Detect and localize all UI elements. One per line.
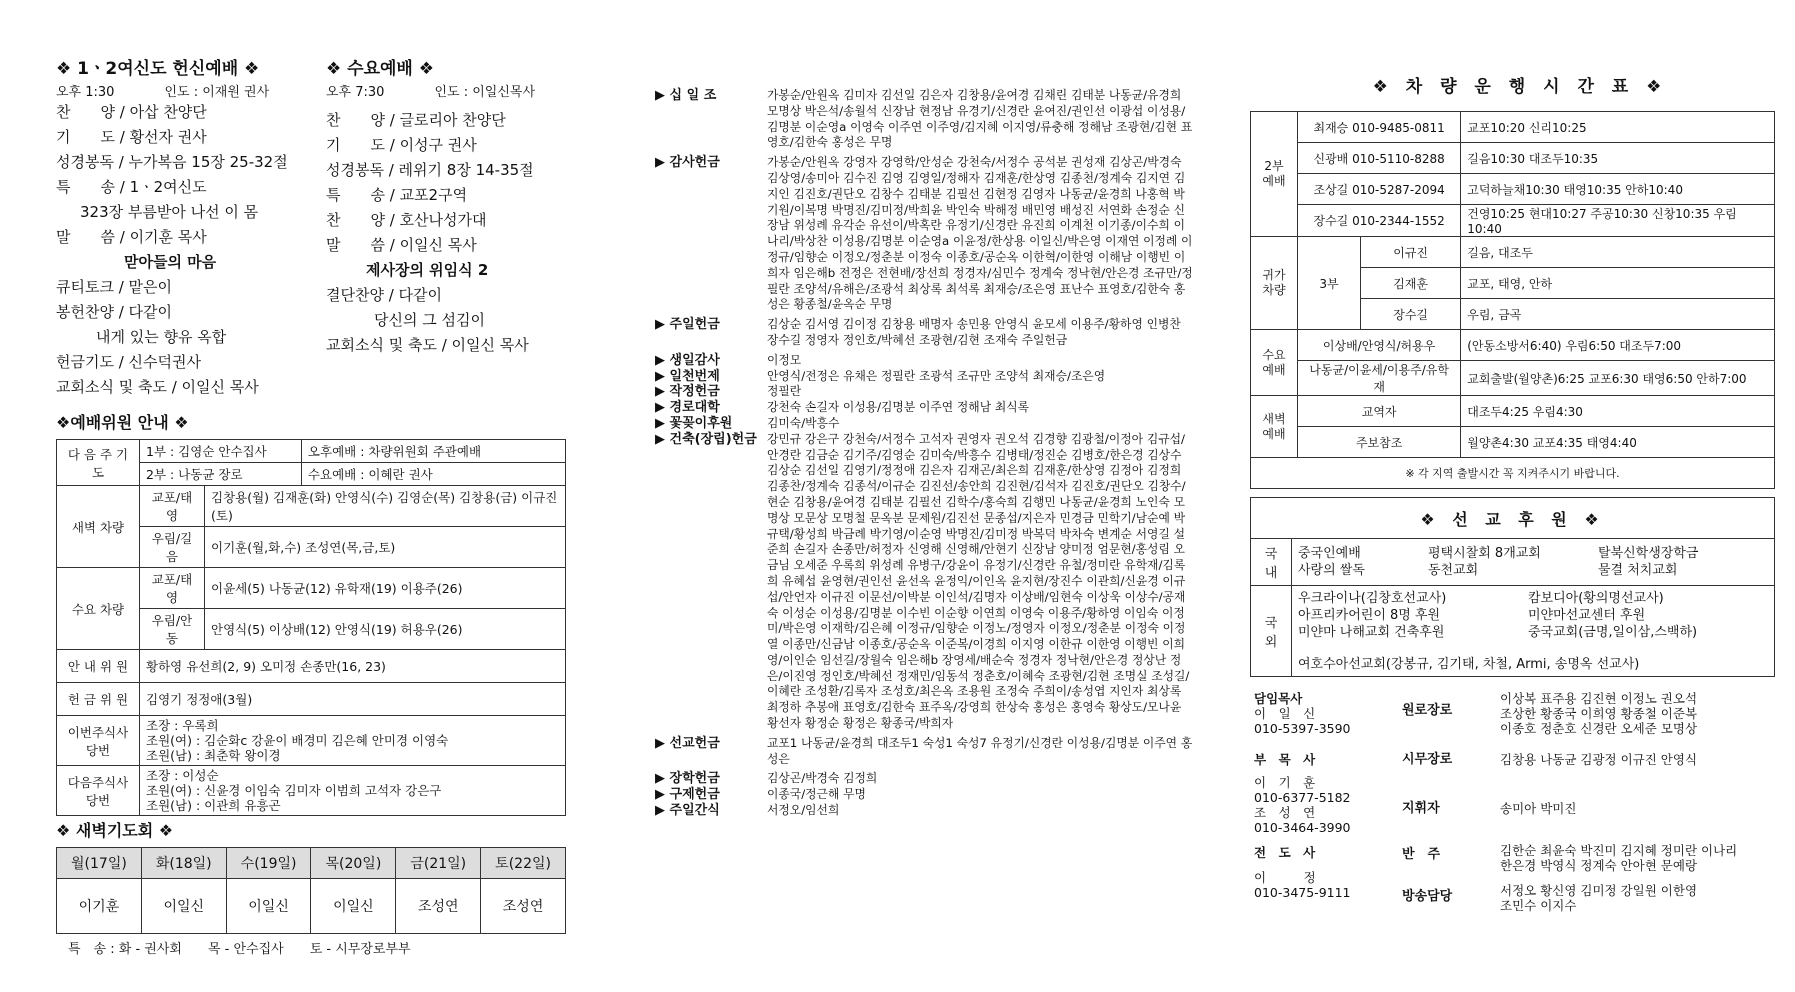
mission-item: 중국인예배 [1298, 546, 1361, 561]
staff-table [1250, 689, 1775, 915]
car-route: 건영10:25 현대10:27 주공10:30 신창10:35 우림10:40 [1461, 205, 1775, 237]
car-driver: 신광배 010-5110-8288 [1298, 143, 1461, 174]
worship-b-item: 기 도 / 이성구 권사 [326, 136, 477, 154]
car-title: ❖ 차 량 운 행 시 간 표 ❖ [1372, 77, 1668, 97]
dawn-leader: 조성연 [396, 879, 481, 934]
staff-name: 조 성 연 [1254, 805, 1316, 820]
offering-row [655, 400, 1195, 416]
ushers-title: ❖예배위원 안내 ❖ [56, 413, 189, 432]
dawn-day: 토(22일) [481, 848, 566, 879]
ushers-cell: 오후예배 : 차량위원회 주관예배 [301, 440, 565, 463]
ushers-cell: 조장 : 이성순 조원(여) : 신윤경 이임숙 김미자 이범희 고석자 강은구 조원(남) : 이관희 유흥곤 [140, 766, 566, 816]
dawn-special: 특 송 : 화 - 권사회 목 - 안수집사 토 - 시무장로부부 [68, 942, 411, 957]
mission-item: 캄보디아(황의명선교사) [1528, 591, 1664, 606]
worship-b-item: 찬 양 / 글로리아 찬양단 [326, 111, 506, 129]
mission-item: 중국교회(금명,일이삼,스백하) [1528, 625, 1698, 640]
dawn-leader: 이기훈 [57, 879, 142, 934]
car-group: 새벽 예배 [1251, 396, 1298, 458]
car-driver: 김재훈 [1361, 268, 1461, 299]
offering-row [655, 353, 1195, 369]
offering-row [655, 771, 1195, 787]
offering-type: ▶ 십 일 조 [655, 88, 717, 103]
car-route: 월양촌4:30 교포4:35 태영4:40 [1461, 427, 1775, 458]
offering-type: ▶ 장학헌금 [655, 771, 720, 787]
car-route: 교포, 태영, 안하 [1461, 268, 1775, 299]
offering-names: 가봉순/안원옥 김미자 김선일 김은자 김창용/윤여경 김채린 김태분 나동균/유경희 모명상 박은석/송월석 신장남 현정남 유경기/신경란 윤여진/권인선 이광섭 이성용/김명분 이순영a 이영숙 이주연 이주영/김지혜 이지영/류충해 정해남 조광현/김현 표영호/김한숙 홍성은 무명 [767, 88, 1193, 150]
ushers-sub: 우림/길음 [140, 527, 205, 568]
column-offerings [655, 88, 1195, 819]
ushers-label: 안 내 위 원 [57, 650, 140, 683]
staff-role: 전 도 사 [1254, 845, 1316, 860]
sermon-title: 제사장의 위임식 2 [366, 261, 489, 279]
offering-names: 이정모 [767, 352, 802, 367]
offering-names: 정필란 [767, 384, 802, 399]
ushers-cell: 조장 : 우록희 조원(여) : 김순화c 강윤이 배경미 김은혜 안미경 이영숙 조원(남) : 최춘학 왕이경 [140, 716, 566, 766]
offering-list [655, 88, 1195, 819]
worship-a-time: 오후 1:30 [56, 85, 115, 100]
mission-table [1250, 497, 1775, 677]
staff-list: 김창용 나동균 김광정 이규진 안영식 [1500, 752, 1698, 767]
ushers-label: 새벽 차량 [57, 486, 140, 568]
offering-names: 가봉순/안원옥 강영자 강영학/안성순 강천숙/서정수 공석분 권성재 김상곤/박경숙 김상영/송미아 김수진 김영 김영일/정해자 김재훈/한상영 김종천/정계숙 김지연 김지인 김진호/권단오 김창수 김태분 김필선 김현정 김영자 나동균/윤경희 나홍혁 박기원/이복명 박명진/김미정/박희윤 박인숙 박해정 배민영 배성진 서연화 손정순 신장남 위성례 유각순 유선이/박혹란 유정기/신경란 유진희 이계천 이기종/이수희 이나리/박상찬 이성용/김명분 이순영a 이윤정/한상용 이일신/박은영 이재연 이정례 이정규/임향순 이정오/정춘분 이정숙 이종호/공순옥 이한혁/이한영 이해남 이행빈 이희자 임은해b 전정은 전현배/장선희 정경자/심민수 정계숙 정낙현/안은경 조규만/정필란 조양석/유해은/조광석 최상록 최석록 최재승/조은영 표난수 표영호/김한숙 홍성은 황종철/윤옥순 무명 [767, 155, 1193, 312]
ushers-sub: 우림/안동 [140, 609, 205, 650]
offering-type: ▶ 감사헌금 [655, 155, 720, 171]
offering-type: ▶ 작정헌금 [655, 384, 720, 400]
car-driver: 장수길 [1361, 299, 1461, 330]
worship-a-item: 봉헌찬양 / 다같이 [56, 303, 173, 321]
dawn-title: ❖ 새벽기도회 ❖ [56, 821, 174, 840]
offering-row [655, 384, 1195, 400]
staff-list: 송미아 박미진 [1500, 800, 1577, 816]
worship-b-time: 오후 7:30 [326, 85, 385, 100]
mission-item: 사랑의 쌀독 [1298, 563, 1365, 578]
ushers-cell: 이윤세(5) 나동균(12) 유학재(19) 이용주(26) [205, 568, 566, 609]
car-route: (안동소방서6:40) 우림6:50 대조두7:00 [1461, 330, 1775, 361]
car-driver: 나동균/이윤세/이용주/유학재 [1298, 361, 1461, 396]
car-note: ※ 각 지역 출발시간 꼭 지켜주시기 바랍니다. [1251, 458, 1775, 489]
offering-names: 서정오/임선희 [767, 803, 840, 818]
dawn-leader: 이일신 [141, 879, 226, 934]
staff-assoc [1250, 738, 1398, 837]
staff-list: 서정오 황신영 김미정 강일원 이한영 조민수 이지수 [1500, 883, 1698, 913]
car-group: 2부 예배 [1251, 112, 1298, 237]
mission-overseas-label: 국 외 [1251, 586, 1292, 677]
offering-type: ▶ 꽃꽂이후원 [655, 415, 733, 431]
staff-role: 방송담당 [1402, 889, 1453, 904]
offering-row [655, 803, 1195, 819]
offering-type: ▶ 생일감사 [655, 352, 720, 368]
staff-evan [1250, 837, 1398, 915]
dawn-section [56, 818, 571, 957]
ushers-table [56, 439, 566, 816]
ushers-cell: 1부 : 김영순 안수집사 [140, 440, 302, 463]
offering-names: 강민규 강은구 강천숙/서정수 고석자 권영자 권오석 김경향 김광철/이정아 김규섭/안경란 김금순 김기주/김영순 김미숙/박흥수 김병태/정진순 김병호/한은경 김상수 김상순 김선일 김영기/정정애 김은자 김재곤/최은희 김재훈/한상영 김정아 김정희 김종찬/정계숙 김종석/이규순 김진선/송안희 김진현/김석자 김진호/권단오 김창수/현순 김창용/윤여경 김태분 김필선 김학수/홍숙희 김행민 나동균/윤경희 노인숙 모명상 모문상 모명철 문옥분 문제원/김진선 문종섭/지은자 민경금 민학기/남순예 박규택/황성희 박금례 박기영/이순영 박명진/김미정 박복덕 박차숙 변계순 서영길 설준희 손길자 손종만/허정자 신영해 신영해/안현기 신장남 양미정 엄문현/홍성림 오금님 오세준 우록희 위성례 유병구/강윤이 유정기/신경란 유철/정미란 유학재/김록희 유혜섭 윤영현/권인선 윤선옥 윤정익/이인옥 윤지현/장진수 이관희/신윤경 이규섭/안언자 이규진 이문선/이박분 이인석/김명자 이상배/임현숙 이상욱 이상수/공재숙 이성순 이성용/김명분 이수빈 이순향 이연희 이영숙 이용주/황하영 이임숙 이정미/박은영 이재학/김은혜 이정규/임향순 이정노/정영자 이정오/정춘분 이정숙 이정열 이종만/신금남 이종호/공순옥 이준복/이경희 이지영 이한규 이한영 이행빈 이희영/이인순 임선길/장월숙 임은해b 장영세/배순숙 정경자 정낙현/안은경 정상난 정은/이진영 정인호/박혜선 정재민/임동석 정춘호/이혜숙 조광현/김현 조명실 조성길/이혜란 조성환/김록자 조성호/최은옥 조용원 조정숙 주희이/송성엽 지인자 최상록 최정하 추봉애 표영호/김한숙 표주옥/강영희 한상숙 홍성은 홍영숙 황상도/모나윤 황선자 황정순 황정은 황종국/박희자 [767, 431, 1190, 731]
worship-b-item: 당신의 그 섬김이 [374, 311, 485, 329]
staff-name: 이 일 신 [1254, 706, 1316, 721]
staff-list: 이상복 표주용 김진현 이정노 권오석 조상한 황종국 이희영 황종철 이준복 이종호 정춘호 신경란 오세준 모명상 [1500, 691, 1698, 736]
offering-row [655, 369, 1195, 385]
worship-a-item: 말 씀 / 이기훈 목사 [56, 228, 207, 246]
worship-a-title: ❖ 1ㆍ2여신도 헌신예배 ❖ [56, 59, 260, 79]
worship-b-item: 특 송 / 교포2구역 [326, 186, 468, 204]
dawn-table [56, 847, 566, 934]
car-driver: 조상길 010-5287-2094 [1298, 174, 1461, 205]
dawn-day: 화(18일) [141, 848, 226, 879]
ushers-cell: 김영기 정정애(3월) [140, 683, 566, 716]
worship-a-item: 기 도 / 황선자 권사 [56, 128, 207, 146]
column-info [1250, 0, 1790, 915]
car-route: 길음, 대조두 [1461, 237, 1775, 268]
staff-role: 반 주 [1402, 847, 1441, 862]
offering-names: 이종국/정근해 무명 [767, 787, 866, 802]
ushers-sub: 교포/태영 [140, 486, 205, 527]
staff-phone: 010-6377-5182 [1254, 790, 1351, 805]
ushers-cell: 안영식(5) 이상배(12) 안영식(19) 허용우(26) [205, 609, 566, 650]
staff-role: 시무장로 [1402, 752, 1453, 767]
ushers-label: 이번주식사당번 [57, 716, 140, 766]
offering-type: ▶ 경로대학 [655, 400, 720, 416]
dawn-day: 수(19일) [226, 848, 311, 879]
worship-b-item: 교회소식 및 축도 / 이일신 목사 [326, 336, 529, 354]
offering-names: 김미숙/박흥수 [767, 415, 840, 430]
car-driver: 이규진 [1361, 237, 1461, 268]
worship-b-item: 결단찬양 / 다같이 [326, 286, 443, 304]
offering-row [655, 787, 1195, 803]
mission-domestic [1292, 539, 1775, 586]
staff-role: 원로장로 [1402, 703, 1453, 718]
worship-b-title: ❖ 수요예배 ❖ [326, 59, 435, 79]
offering-type: ▶ 일천번제 [655, 368, 720, 384]
offering-names: 안영식/전정은 유채은 정필란 조광석 조규만 조양석 최재승/조은영 [767, 368, 1106, 383]
car-driver: 주보참조 [1298, 427, 1461, 458]
offering-names: 김상곤/박경숙 김정희 [767, 771, 878, 786]
car-driver: 이상배/안영식/허용우 [1298, 330, 1461, 361]
ushers-label: 다음주식사당번 [57, 766, 140, 816]
offering-row [655, 317, 1195, 349]
car-group: 수요 예배 [1251, 330, 1298, 396]
ushers-cell: 황하영 유선희(2, 9) 오미정 손종만(16, 23) [140, 650, 566, 683]
mission-item: 탈북신학생장학금 [1598, 546, 1699, 561]
ushers-label: 수요 차량 [57, 568, 140, 650]
worship-b-block [326, 54, 571, 358]
staff-phone: 010-5397-3590 [1254, 721, 1351, 736]
offering-type: ▶ 주일간식 [655, 803, 720, 819]
staff-senior [1250, 689, 1398, 738]
car-part: 3부 [1298, 237, 1361, 330]
worship-a-item: 특 송 / 1ㆍ2여신도 [56, 178, 207, 196]
mission-domestic-label: 국 내 [1251, 539, 1292, 586]
dawn-day: 금(21일) [396, 848, 481, 879]
worship-b-leader: 인도 : 이일신목사 [434, 85, 536, 100]
mission-item: 우크라이나(김창호선교사) [1298, 591, 1447, 606]
worship-b-item: 말 씀 / 이일신 목사 [326, 236, 477, 254]
ushers-label: 헌 금 위 원 [57, 683, 140, 716]
worship-a-block [56, 54, 316, 400]
car-route: 교포10:20 신리10:25 [1461, 112, 1775, 143]
ushers-cell: 이기훈(월,화,수) 조성연(목,금,토) [205, 527, 566, 568]
worship-a-item: 큐티토크 / 맡은이 [56, 278, 173, 296]
worship-a-item: 교회소식 및 축도 / 이일신 목사 [56, 378, 259, 396]
offering-row [655, 432, 1195, 732]
staff-role: 부 목 사 [1254, 752, 1316, 767]
staff-phone: 010-3475-9111 [1254, 885, 1351, 900]
ushers-section [56, 410, 571, 816]
ushers-sub: 교포/태영 [140, 568, 205, 609]
staff-phone: 010-3464-3990 [1254, 820, 1351, 835]
car-group: 귀가 차량 [1251, 237, 1298, 330]
sermon-title: 맏아들의 마음 [124, 253, 217, 271]
mission-item: 아프리카어린이 8명 후원 [1298, 608, 1441, 623]
staff-role: 지휘자 [1402, 800, 1440, 816]
worship-a-item: 성경봉독 / 누가복음 15장 25-32절 [56, 153, 288, 171]
mission-title: ❖ 선 교 후 원 ❖ [1251, 498, 1775, 539]
dawn-leader: 이일신 [226, 879, 311, 934]
dawn-day: 목(20일) [311, 848, 396, 879]
staff-list: 김한순 최윤숙 박진미 김지혜 정미란 이나리 한은경 박영식 정계숙 안아현 문예랑 [1500, 843, 1738, 873]
worship-a-item: 찬 양 / 아삽 찬양단 [56, 103, 207, 121]
offering-row [655, 155, 1195, 313]
ushers-cell: 수요예배 : 이혜란 권사 [301, 463, 565, 486]
mission-item: 미얀마 나해교회 건축후원 [1298, 625, 1445, 640]
worship-b-item: 찬 양 / 호산나성가대 [326, 211, 487, 229]
car-driver: 최재승 010-9485-0811 [1298, 112, 1461, 143]
mission-overseas [1292, 586, 1775, 677]
car-route: 우림, 금곡 [1461, 299, 1775, 330]
offering-names: 교포1 나동균/윤경희 대조두1 숙성1 숙성7 유정기/신경란 이성용/김명분 이주연 홍성은 [767, 735, 1193, 766]
staff-name: 이 정 [1254, 870, 1316, 885]
worship-a-item: 323장 부름받아 나선 이 몸 [80, 203, 259, 221]
offering-type: ▶ 구제헌금 [655, 787, 720, 803]
ushers-label: 다 음 주 기 도 [57, 440, 140, 486]
dawn-day: 월(17일) [57, 848, 142, 879]
car-route: 교회출발(월양촌)6:25 교포6:30 태영6:50 안하7:00 [1461, 361, 1775, 396]
mission-item: 동천교회 [1428, 563, 1479, 578]
worship-a-item: 헌금기도 / 신수덕권사 [56, 353, 202, 371]
ushers-cell: 김창용(월) 김재훈(화) 안영식(수) 김영순(목) 김창용(금) 이규진(토) [205, 486, 566, 527]
worship-a-leader: 인도 : 이재원 권사 [164, 85, 270, 100]
mission-item: 평택시찰회 8개교회 [1428, 546, 1541, 561]
car-route: 대조두4:25 우림4:30 [1461, 396, 1775, 427]
staff-name: 이 기 훈 [1254, 775, 1316, 790]
car-driver: 장수길 010-2344-1552 [1298, 205, 1461, 237]
offering-row [655, 416, 1195, 432]
staff-role: 담임목사 [1254, 691, 1303, 706]
car-schedule-table [1250, 111, 1775, 489]
offering-names: 김상순 김서영 김이정 김창용 배명자 송민용 안영식 윤모세 이용주/황하영 인병찬 장수길 정영자 정인호/박혜선 조광현/김현 조재숙 주일헌금 [767, 317, 1185, 347]
offering-row [655, 88, 1195, 151]
dawn-leader: 이일신 [311, 879, 396, 934]
mission-item: 미얀마선교센터 후원 [1528, 608, 1646, 623]
car-route: 고덕하늘채10:30 태영10:35 안하10:40 [1461, 174, 1775, 205]
ushers-cell: 2부 : 나동균 장로 [140, 463, 302, 486]
offering-type: ▶ 선교헌금 [655, 735, 720, 751]
dawn-leader: 조성연 [481, 879, 566, 934]
worship-a-item: 내게 있는 향유 옥합 [96, 328, 227, 346]
car-route: 길음10:30 대조두10:35 [1461, 143, 1775, 174]
offering-type: ▶ 주일헌금 [655, 317, 720, 333]
mission-item: 물결 처치교회 [1598, 563, 1678, 578]
offering-names: 강천숙 손길자 이성용/김명분 이주연 정해남 최식록 [767, 400, 1030, 415]
offering-row [655, 736, 1195, 768]
car-driver: 교역자 [1298, 396, 1461, 427]
offering-type: ▶ 건축(장립)헌금 [655, 431, 757, 447]
mission-item: 여호수아선교회(강봉규, 김기태, 차철, Armi, 송명옥 선교사) [1298, 657, 1640, 672]
worship-b-item: 성경봉독 / 레위기 8장 14-35절 [326, 161, 534, 179]
